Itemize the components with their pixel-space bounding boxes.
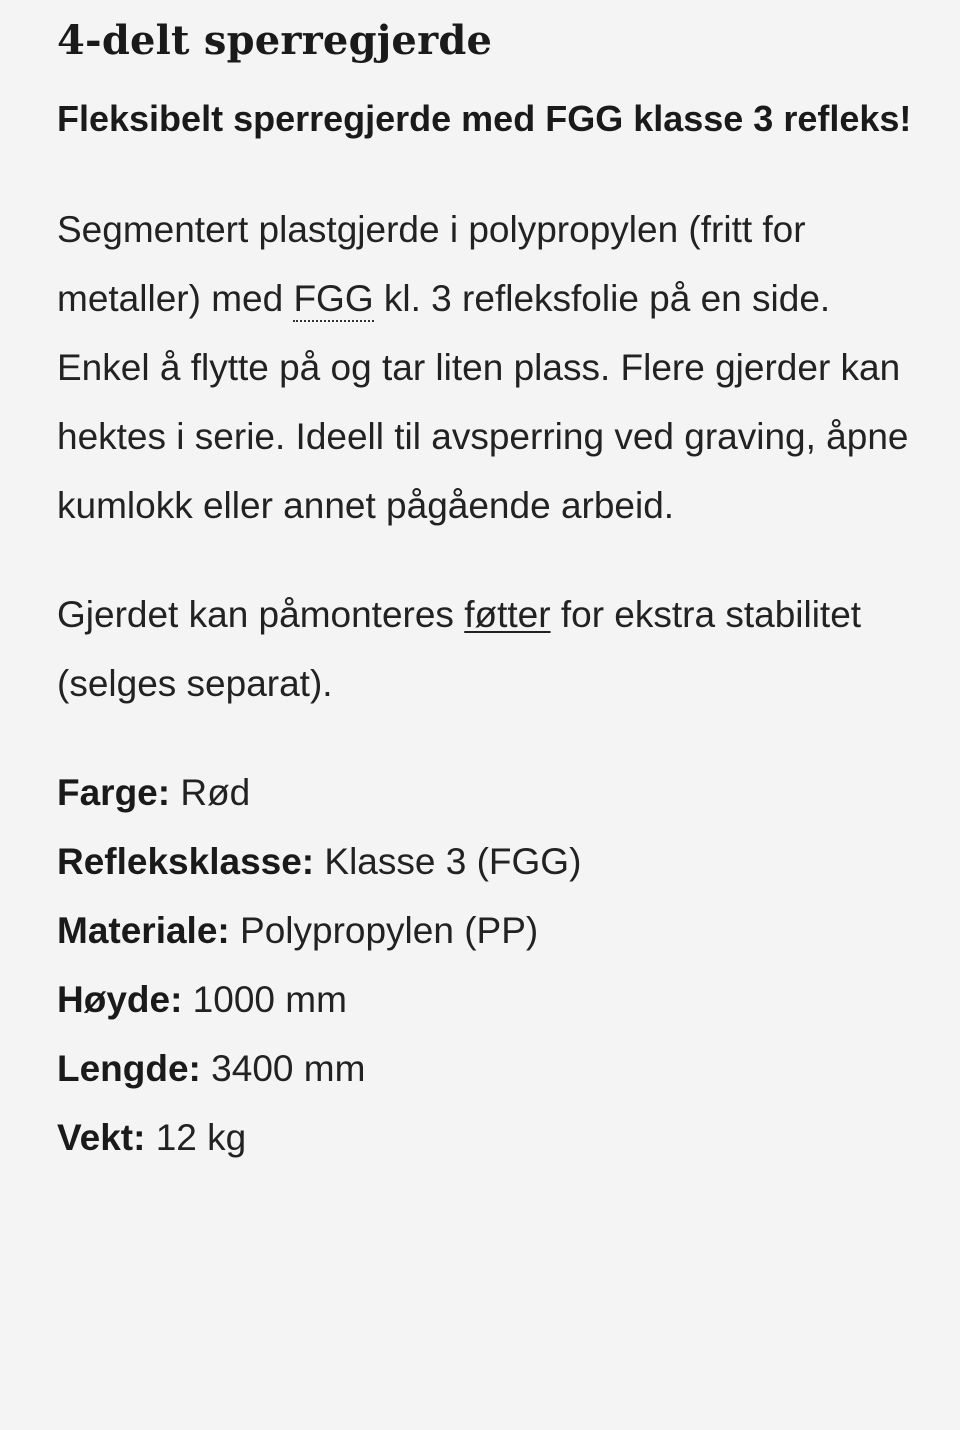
spec-row-color <box>57 758 917 827</box>
spec-label: Materiale: <box>57 910 230 951</box>
spec-value: 3400 mm <box>200 1048 366 1089</box>
spec-list <box>57 758 917 1172</box>
spec-label: Vekt: <box>57 1117 146 1158</box>
fgg-abbreviation[interactable]: FGG <box>293 278 373 322</box>
spec-value: 1000 mm <box>182 979 347 1020</box>
spec-value: 12 kg <box>145 1117 247 1158</box>
spec-label: Refleksklasse: <box>57 841 315 882</box>
description-text: kl. 3 refleksfolie på en side. Enkel å flytte på og tar liten plass. Flere gjerder kan hektes i serie. Ideell til avsperring ved graving, åpne kumlokk eller annet pågående arbeid. <box>57 278 909 526</box>
product-content <box>57 0 917 1172</box>
feet-paragraph <box>57 580 917 718</box>
product-title: 4-delt sperregjerde <box>57 17 493 64</box>
spec-label: Lengde: <box>57 1048 201 1089</box>
product-subtitle: Fleksibelt sperregjerde med FGG klasse 3 refleks! <box>57 98 912 139</box>
spec-label: Høyde: <box>57 979 183 1020</box>
spec-row-reflex-class <box>57 827 917 896</box>
spec-value: Klasse 3 (FGG) <box>314 841 582 882</box>
spec-row-material <box>57 896 917 965</box>
spec-value: Polypropylen (PP) <box>229 910 539 951</box>
spec-value: Rød <box>170 772 251 813</box>
feet-text: for ekstra stabilitet (selges separat). <box>57 594 862 704</box>
spec-label: Farge: <box>57 772 171 813</box>
spec-row-height <box>57 965 917 1034</box>
feet-link[interactable]: føtter <box>464 594 551 635</box>
spec-row-length <box>57 1034 917 1103</box>
spec-row-weight <box>57 1103 917 1172</box>
description-paragraph <box>57 195 917 540</box>
description-text: Segmentert plastgjerde i polypropylen (fritt for metaller) med <box>57 209 806 319</box>
feet-text: Gjerdet kan påmonteres <box>57 594 465 635</box>
